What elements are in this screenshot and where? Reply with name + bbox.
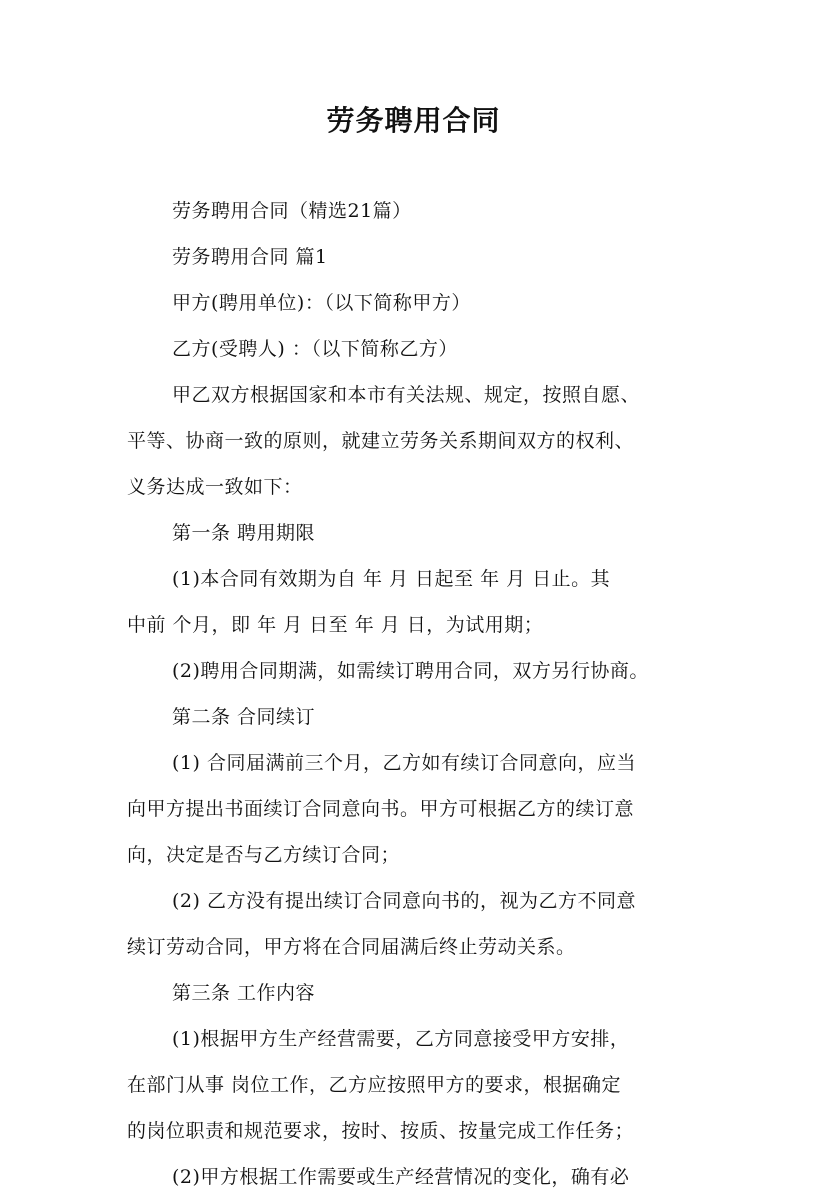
- collection-title-paragraph: 劳务聘用合同（精选21篇）: [172, 200, 412, 222]
- text-line: 向甲方提出书面续订合同意向书。甲方可根据乙方的续订意: [127, 798, 635, 820]
- work-clause-1-paragraph: [127, 1016, 717, 1154]
- renewal-clause-2-paragraph: [127, 878, 717, 970]
- term-clause-1-paragraph: [127, 556, 717, 648]
- document-title: 劳务聘用合同: [326, 104, 501, 137]
- preamble-paragraph: [127, 372, 717, 510]
- text-line: (1)根据甲方生产经营需要，乙方同意接受甲方安排，: [172, 1028, 630, 1050]
- text-line: (1) 合同届满前三个月，乙方如有续订合同意向，应当: [172, 752, 636, 774]
- party-a-paragraph: 甲方(聘用单位)：（以下简称甲方）: [172, 292, 471, 314]
- article-one-heading: 第一条 聘用期限: [172, 522, 316, 544]
- section-heading-paragraph: 劳务聘用合同 篇1: [172, 246, 328, 268]
- text-line: 中前 个月，即 年 月 日至 年 月 日，为试用期；: [127, 614, 544, 636]
- work-clause-2-paragraph: (2)甲方根据工作需要或生产经营情况的变化，确有必: [172, 1166, 630, 1188]
- text-line: 向，决定是否与乙方续订合同；: [127, 844, 401, 866]
- text-line: 续订劳动合同，甲方将在合同届满后终止劳动关系。: [127, 936, 576, 958]
- text-line: 甲乙双方根据国家和本市有关法规、规定，按照自愿、: [172, 384, 641, 406]
- text-line: (1)本合同有效期为自 年 月 日起至 年 月 日止。其: [172, 568, 611, 590]
- document-body: [127, 188, 717, 1200]
- text-line: 义务达成一致如下：: [127, 476, 303, 498]
- term-clause-2-paragraph: (2)聘用合同期满，如需续订聘用合同，双方另行协商。: [172, 660, 649, 682]
- text-line: 的岗位职责和规范要求，按时、按质、按量完成工作任务；: [127, 1120, 635, 1142]
- article-three-heading: 第三条 工作内容: [172, 982, 316, 1004]
- text-line: 在部门从事 岗位工作，乙方应按照甲方的要求，根据确定: [127, 1074, 622, 1096]
- party-b-paragraph: 乙方(受聘人) ：（以下简称乙方）: [172, 338, 458, 360]
- renewal-clause-1-paragraph: [127, 740, 717, 878]
- text-line: (2) 乙方没有提出续订合同意向书的，视为乙方不同意: [172, 890, 636, 912]
- text-line: 平等、协商一致的原则，就建立劳务关系期间双方的权利、: [127, 430, 635, 452]
- article-two-heading: 第二条 合同续订: [172, 706, 316, 728]
